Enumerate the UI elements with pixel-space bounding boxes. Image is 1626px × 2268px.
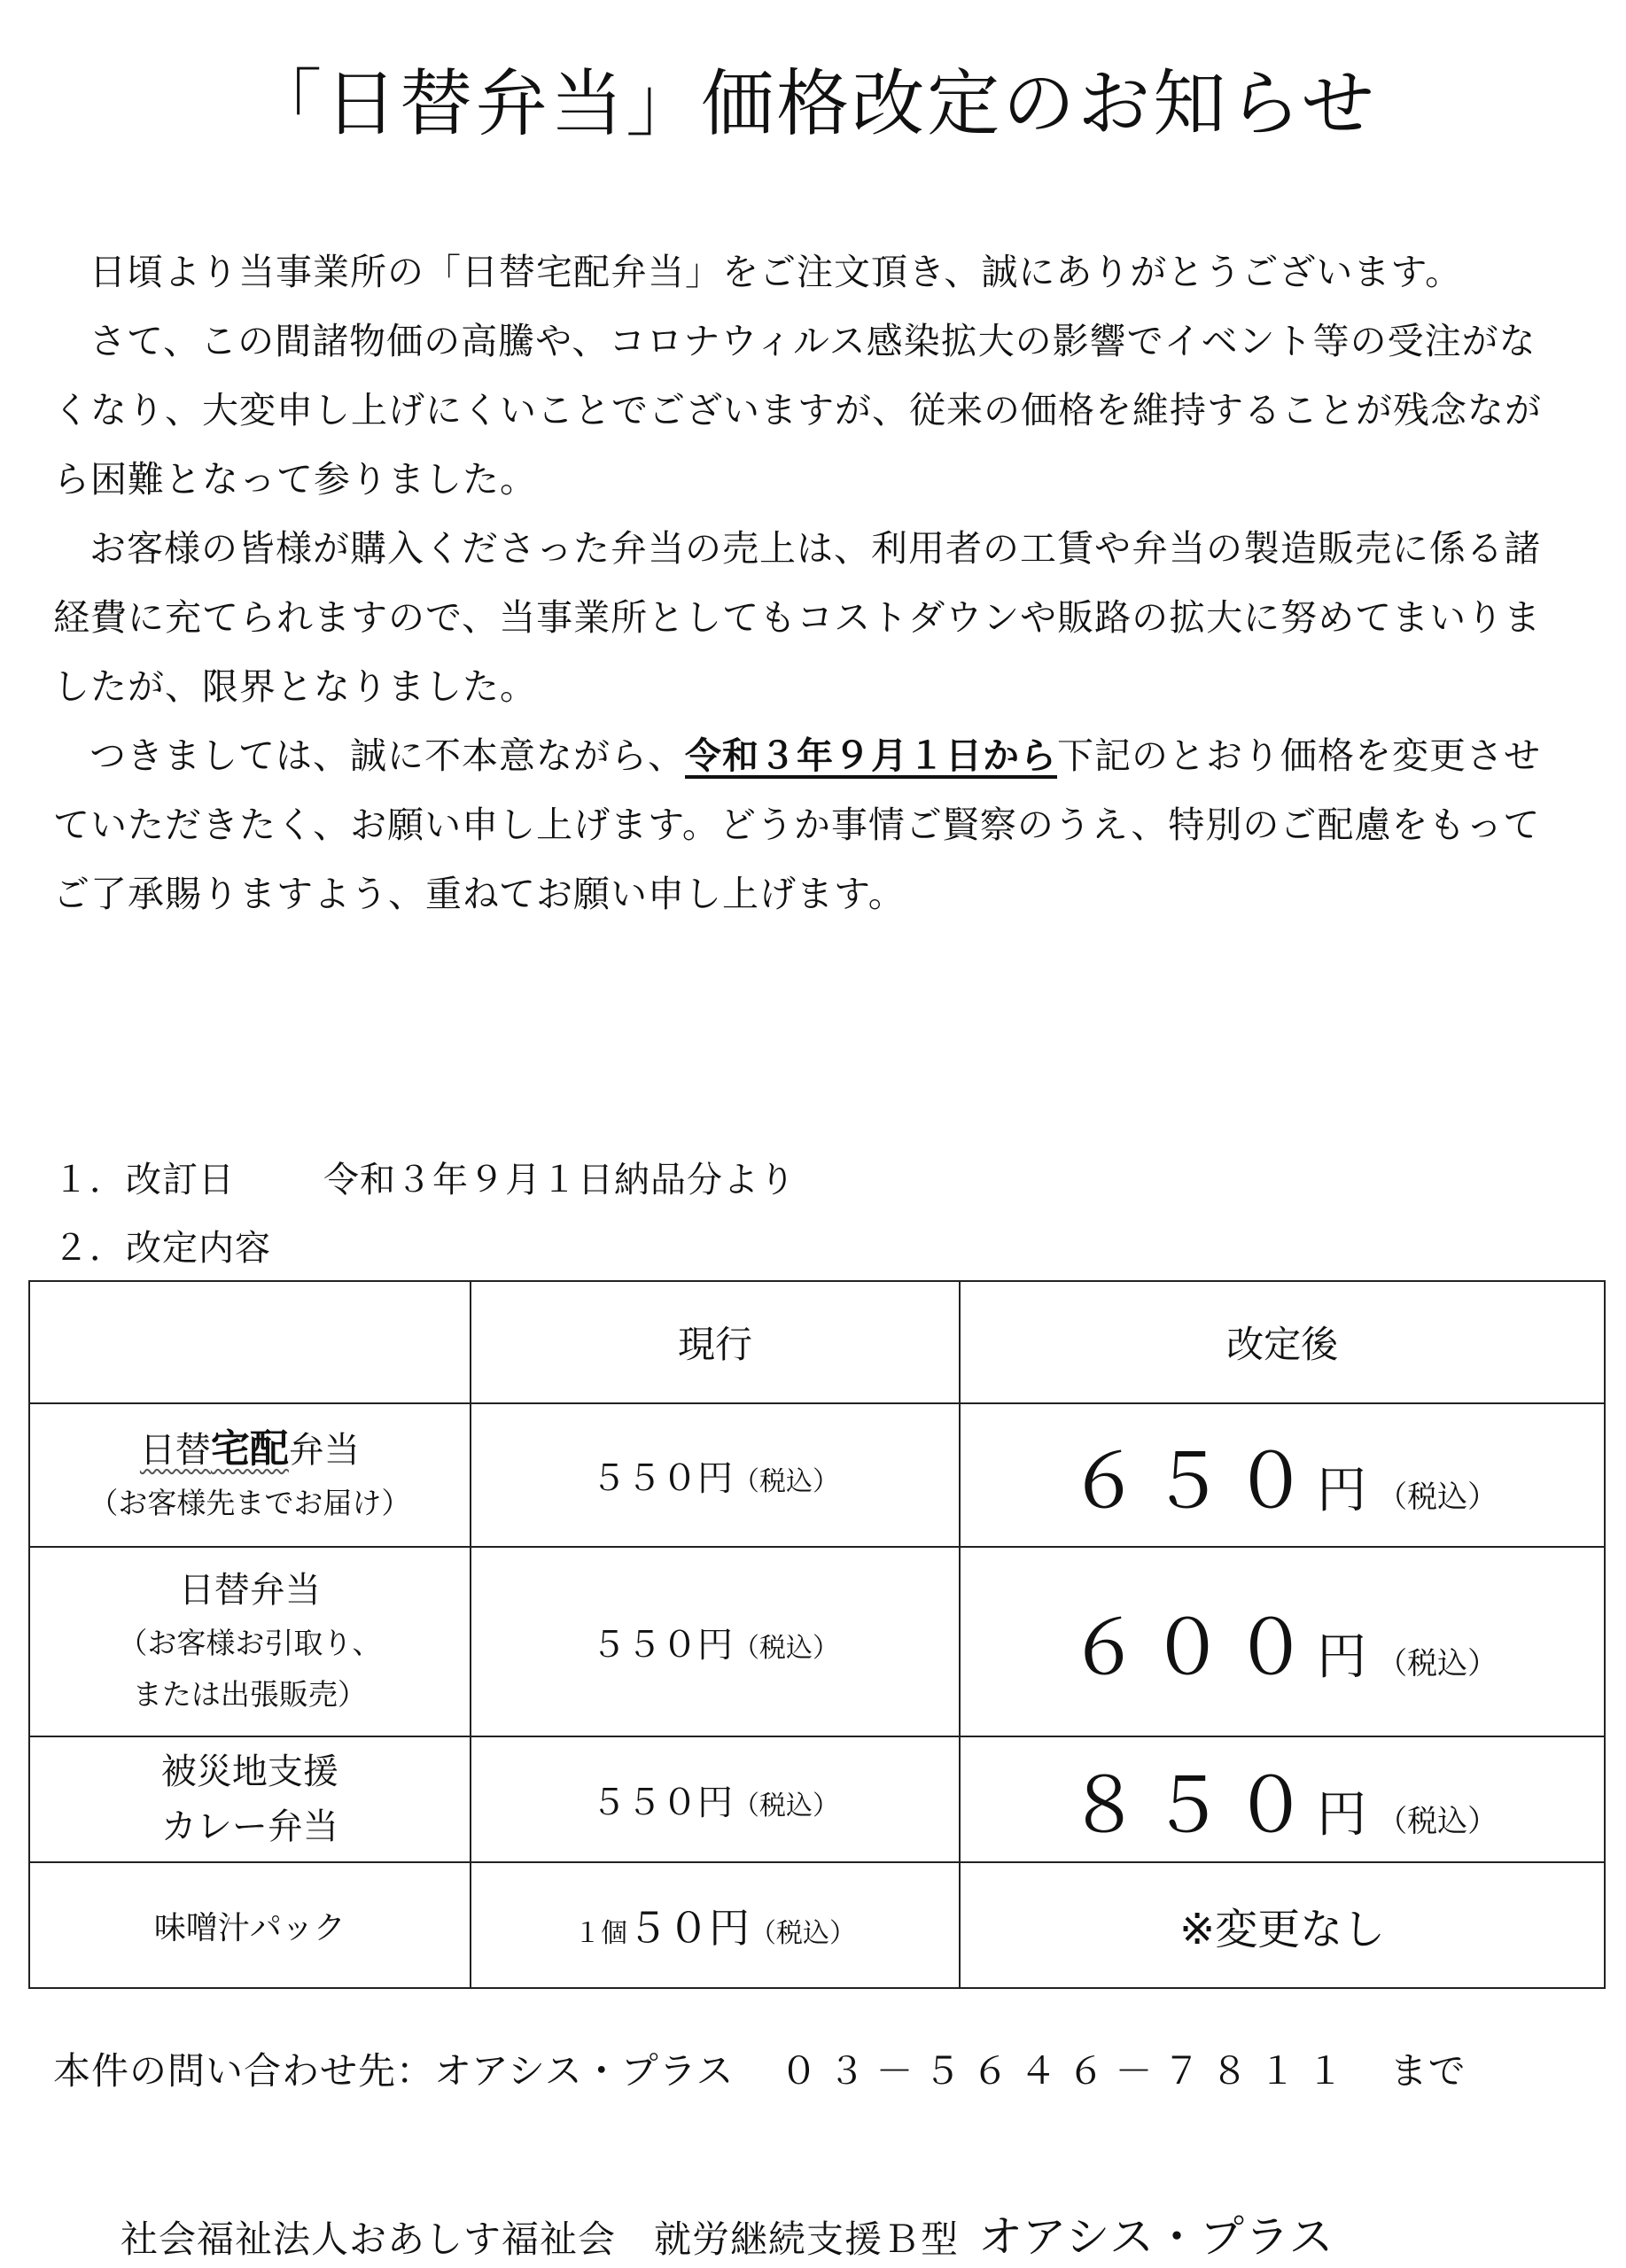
revision-date-label: １．改訂日	[53, 1160, 235, 1200]
new-price-yen: 円	[1317, 1461, 1367, 1519]
item-subtitle: または出張販売）	[132, 1677, 367, 1712]
item-cell	[29, 1403, 471, 1547]
item-cell	[29, 1736, 471, 1862]
revision-date-value: 令和３年９月１日納品分より	[323, 1160, 796, 1200]
item-cell	[29, 1862, 471, 1988]
revision-content-heading: ２．改定内容	[53, 1228, 271, 1269]
current-tax: （税込）	[733, 1465, 840, 1497]
request-text-before: つきましては、誠に不本意ながら、	[89, 734, 685, 777]
current-price: ５５０円	[591, 1457, 734, 1499]
new-price-cell	[960, 1736, 1605, 1862]
table-row	[29, 1862, 1605, 1988]
organization-footer	[121, 2202, 1334, 2265]
item-name	[30, 1422, 470, 1478]
contact-line	[53, 2042, 1467, 2095]
organization-office: オアシス・プラス	[978, 2211, 1334, 2263]
paragraph-reason: さて、この間諸物価の高騰や、コロナウィルス感染拡大の影響でイベント等の受注がなくなり、大変申し上げにくいことでございますが、従来の価格を維持することが残念ながら困難となって参りました。	[53, 320, 1542, 501]
paragraph-request	[53, 721, 1542, 928]
table-row	[29, 1736, 1605, 1862]
current-tax: （税込）	[733, 1790, 840, 1821]
revision-date-line	[53, 1152, 796, 1202]
request-text-after: 下記のとおり価格を変更させていただきたく、お願い申し上げます。どうか事情ご賢察のうえ、特別のご配慮をもってご了承賜りますよう、重ねてお願い申し上げます。	[53, 734, 1541, 915]
new-price-cell	[960, 1862, 1605, 1988]
table-row	[29, 1403, 1605, 1547]
current-tax: （税込）	[733, 1632, 840, 1664]
item-name-a: 日替	[139, 1429, 211, 1471]
new-tax: （税込）	[1377, 1803, 1498, 1839]
contact-phone: ０３－５６４６－７８１１	[780, 2049, 1355, 2093]
new-tax: （税込）	[1377, 1645, 1498, 1682]
new-price-cell	[960, 1547, 1605, 1736]
no-change-note: ※変更なし	[1179, 1904, 1386, 1954]
header-item-blank	[29, 1281, 471, 1403]
price-table	[28, 1280, 1606, 1989]
table-row	[29, 1547, 1605, 1736]
item-subtitle: （お客様お引取り、	[118, 1626, 382, 1660]
header-current: 現行	[471, 1281, 960, 1403]
table-header-row	[29, 1281, 1605, 1403]
contact-suffix: まで	[1389, 2049, 1467, 2093]
current-price-prefix: １個	[574, 1918, 628, 1949]
current-price: ５５０円	[591, 1782, 734, 1823]
current-price: ５０円	[627, 1904, 751, 1952]
current-price-cell	[471, 1547, 960, 1736]
current-tax: （税込）	[750, 1918, 857, 1949]
current-price-cell	[471, 1736, 960, 1862]
new-tax: （税込）	[1377, 1479, 1498, 1515]
notice-body	[53, 237, 1542, 928]
new-price: ８５０	[1067, 1761, 1318, 1849]
item-name-part	[139, 1425, 289, 1472]
current-price: ５５０円	[591, 1624, 734, 1666]
new-price: ６００	[1067, 1604, 1318, 1691]
new-price-cell	[960, 1403, 1605, 1547]
current-price-cell	[471, 1403, 960, 1547]
current-price-cell	[471, 1862, 960, 1988]
new-price-yen: 円	[1317, 1785, 1367, 1844]
item-name: カレー弁当	[160, 1806, 338, 1847]
item-cell	[29, 1547, 471, 1736]
item-name: 味噌汁パック	[153, 1909, 346, 1946]
item-subtitle: （お客様先までお届け）	[89, 1485, 411, 1520]
item-name: 被災地支援	[160, 1751, 338, 1792]
item-name: 日替弁当	[178, 1570, 321, 1611]
item-name-b: 宅配	[210, 1425, 289, 1472]
item-name-c: 弁当	[288, 1429, 360, 1471]
header-revised: 改定後	[960, 1281, 1605, 1403]
contact-label: 本件の問い合わせ先：オアシス・プラス	[53, 2049, 735, 2093]
page-title: 「日替弁当」価格改定のお知らせ	[249, 62, 1377, 146]
new-price-yen: 円	[1317, 1627, 1367, 1686]
paragraph-revenue-use: お客様の皆様が購入くださった弁当の売上は、利用者の工賃や弁当の製造販売に係る諸経費に充てられますので、当事業所としてもコストダウンや販路の拡大に努めてまいりましたが、限界となりました。	[53, 527, 1542, 708]
organization-corp: 社会福祉法人おあしす福祉会 就労継続支援Ｂ型	[121, 2218, 960, 2261]
new-price: ６５０	[1067, 1437, 1318, 1525]
paragraph-greeting: 日頃より当事業所の「日替宅配弁当」をご注文頂き、誠にありがとうございます。	[89, 251, 1463, 293]
effective-date-emphasis: 令和３年９月１日から	[685, 734, 1057, 777]
